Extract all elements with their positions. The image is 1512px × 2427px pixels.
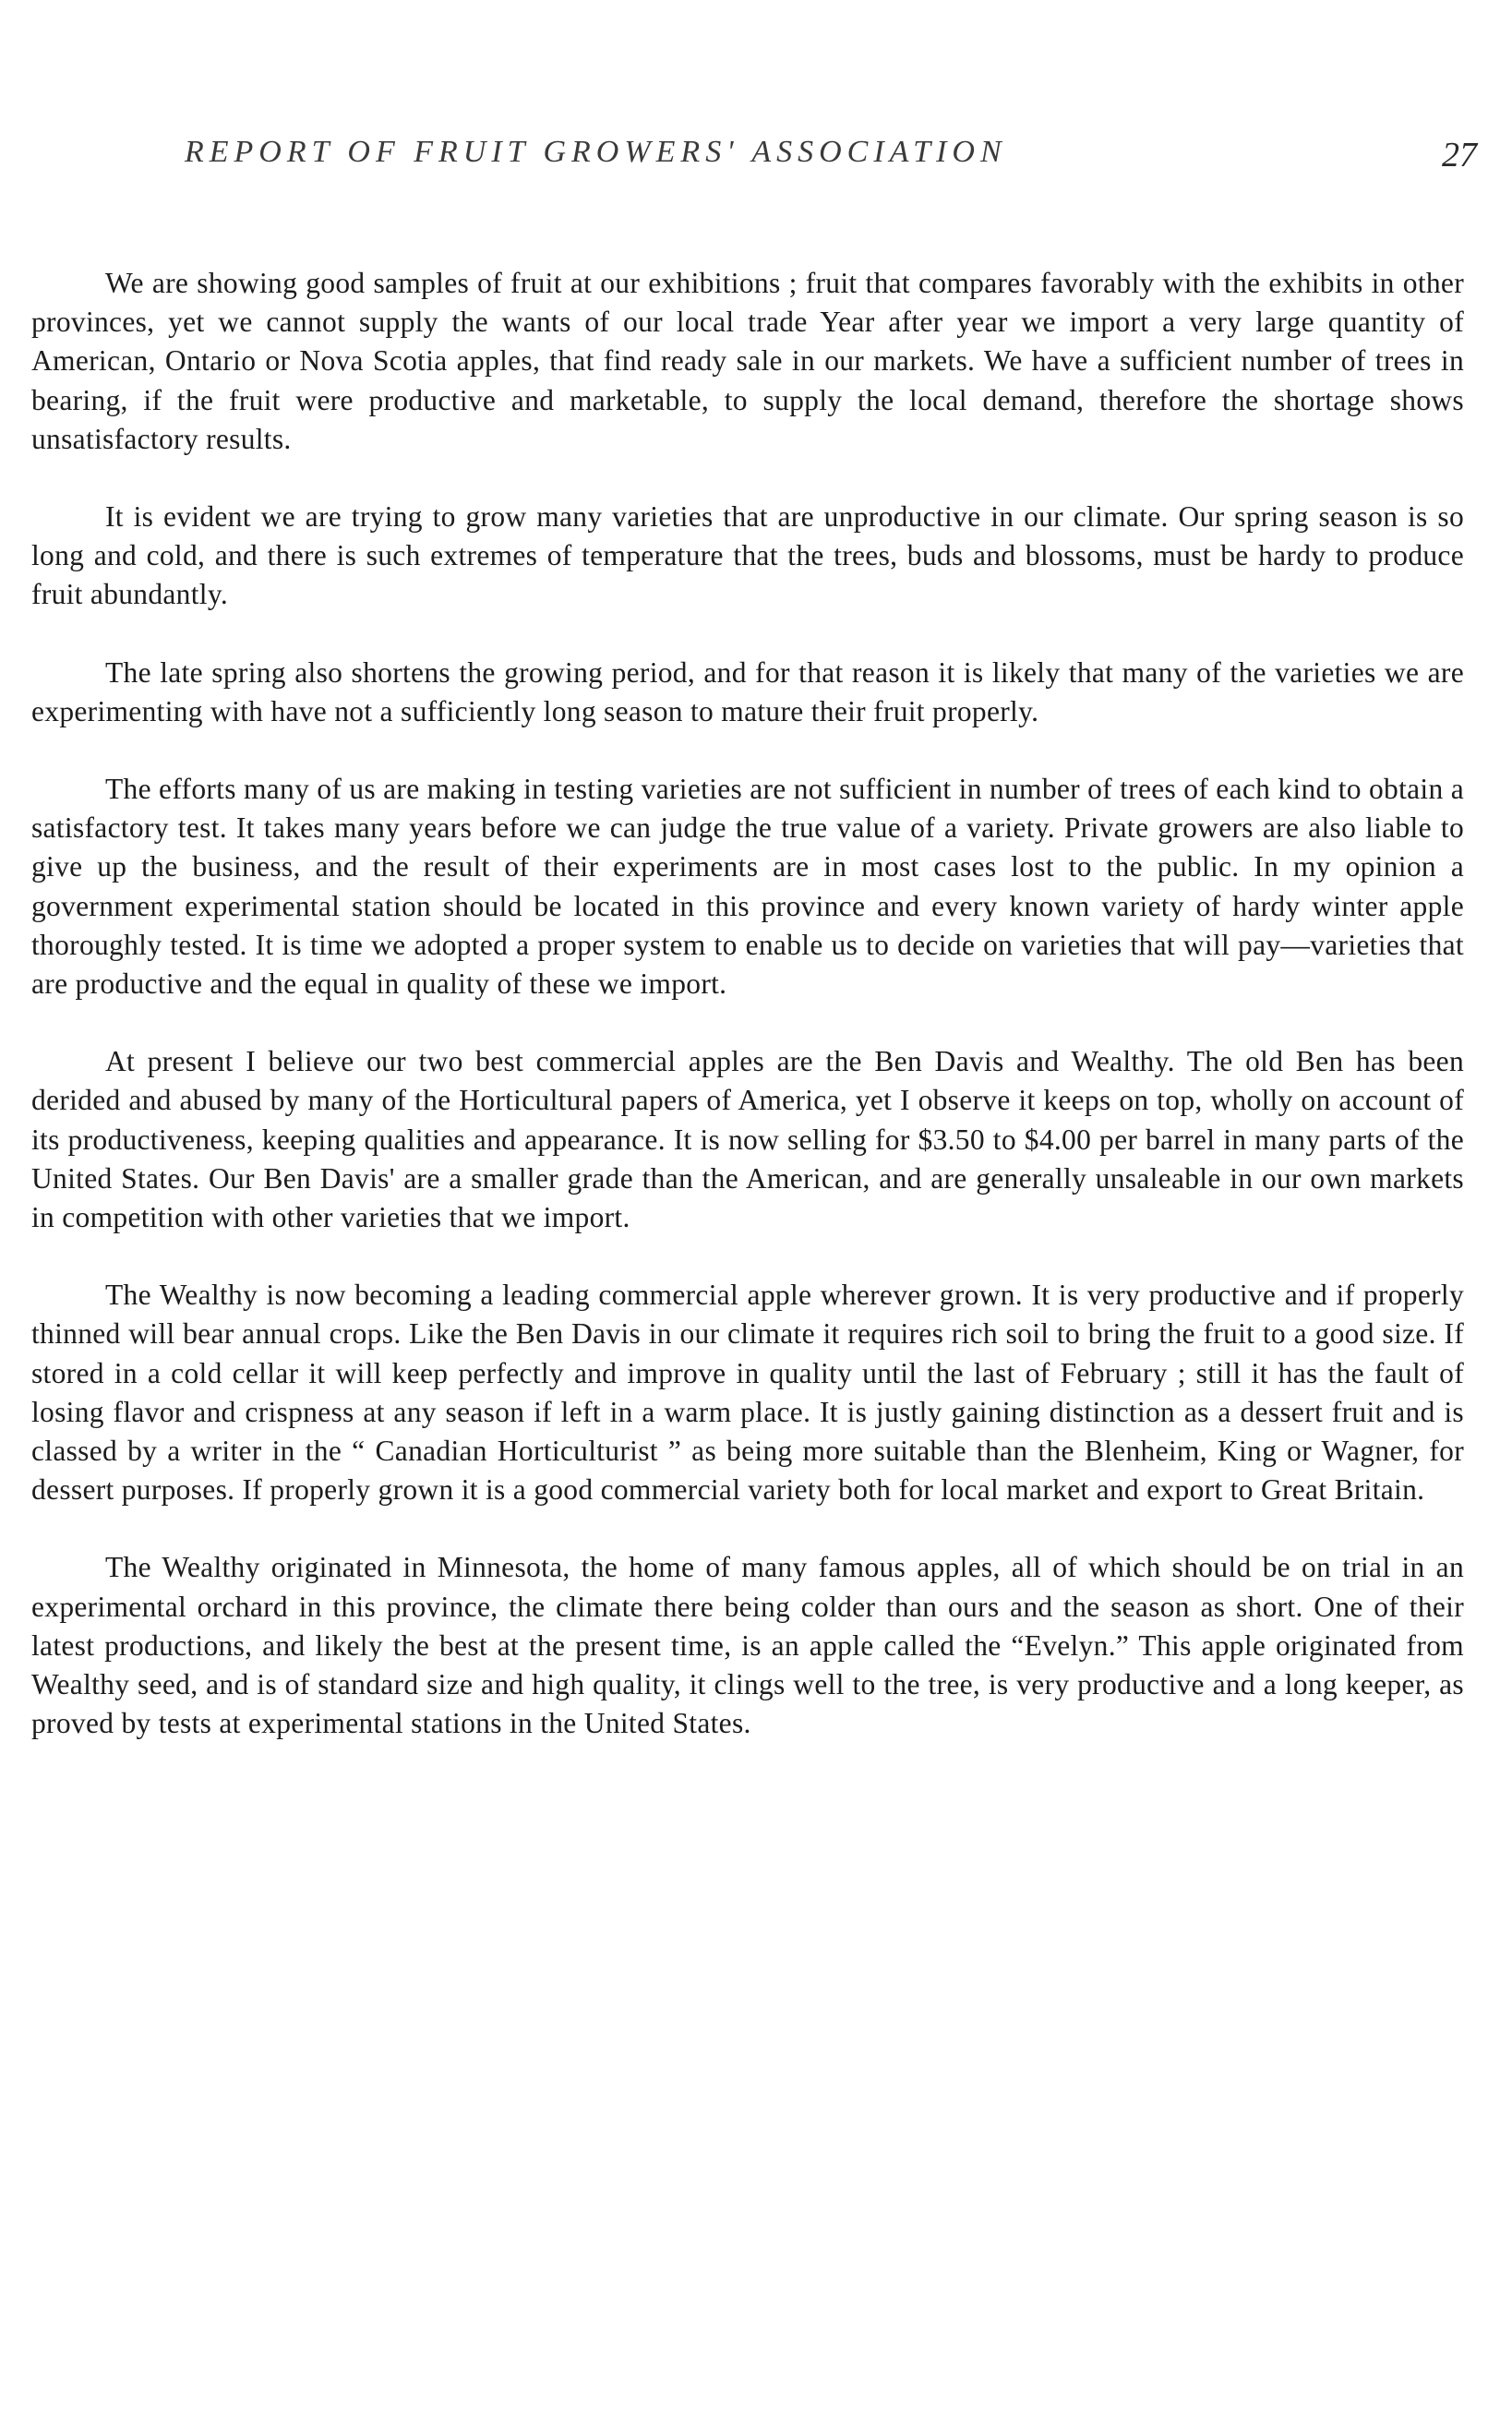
running-title: REPORT OF FRUIT GROWERS' ASSOCIATION [185,135,1007,169]
paragraph-3: The late spring also shortens the growing period, and for that reason it is likely that many of the varieties we are experimenting with have not a sufficiently long season to mature their fruit properly. [31,655,1464,727]
paragraph-5: At present I believe our two best commercial apples are the Ben Davis and Wealthy. The old Ben has been derided and abused by many of the Horticultural papers of America, yet I observe it keeps on top, wholly on account of its productiveness, keeping qualities and appearance. It is now selling for $3.50 to $4.00 per barrel in many parts of the United States. Our Ben Davis' are a smaller grade than the American, and are generally unsaleable in our own markets in competition with other varieties that we import. [31,1045,1464,1234]
paragraph-7: The Wealthy originated in Minnesota, the home of many famous apples, all of which should be on trial in an experimental orchard in this province, the climate there being colder than ours and the season as short. One of their latest productions, and likely the best at the present time, is an apple called the “Evelyn.” This apple originated from Wealthy seed, and is of standard size and high quality, it clings well to the tree, is very productive and a long keeper, as proved by tests at experimental stations in the United States. [31,1551,1464,1740]
body-text [31,264,1464,1783]
paragraph-1: We are showing good samples of fruit at our exhibitions ; fruit that compares favorably with the exhibits in other provinces, yet we cannot supply the wants of our local trade Year after year we import a very large quantity of American, Ontario or Nova Scotia apples, that find ready sale in our markets. We have a sufficient number of trees in bearing, if the fruit were productive and marketable, to supply the local demand, therefore the shortage shows unsatisfactory results. [31,267,1464,455]
paragraph-6: The Wealthy is now becoming a leading commercial apple wherever grown. It is very productive and if properly thinned will bear annual crops. Like the Ben Davis in our climate it requires rich soil to bring the fruit to a good size. If stored in a cold cellar it will keep perfectly and improve in quality until the last of February ; still it has the fault of losing flavor and crispness at any season if left in a warm place. It is justly gaining distinction as a dessert fruit and is classed by a writer in the “ Canadian Horticulturist ” as being more suitable than the Blenheim, King or Wagner, for dessert purposes. If properly grown it is a good commercial variety both for local market and export to Great Britain. [31,1279,1464,1507]
page-header [185,135,1477,190]
paragraph-4: The efforts many of us are making in testing varieties are not sufficient in number of trees of each kind to obtain a satisfactory test. It takes many years before we can judge the true value of a variety. Private growers are also liable to give up the business, and the result of their experiments are in most cases lost to the public. In my opinion a government experimental station should be located in this province and every known variety of hardy winter apple thoroughly tested. It is time we adopted a proper system to enable us to decide on varieties that will pay—varieties that are productive and the equal in quality of these we import. [31,773,1464,1001]
paragraph-2: It is evident we are trying to grow many varieties that are unproductive in our climate. Our spring season is so long and cold, and there is such extremes of temperature that the trees, buds and blossoms, must be hardy to produce fruit abundantly. [31,500,1464,611]
page-number: 27 [1442,136,1477,174]
